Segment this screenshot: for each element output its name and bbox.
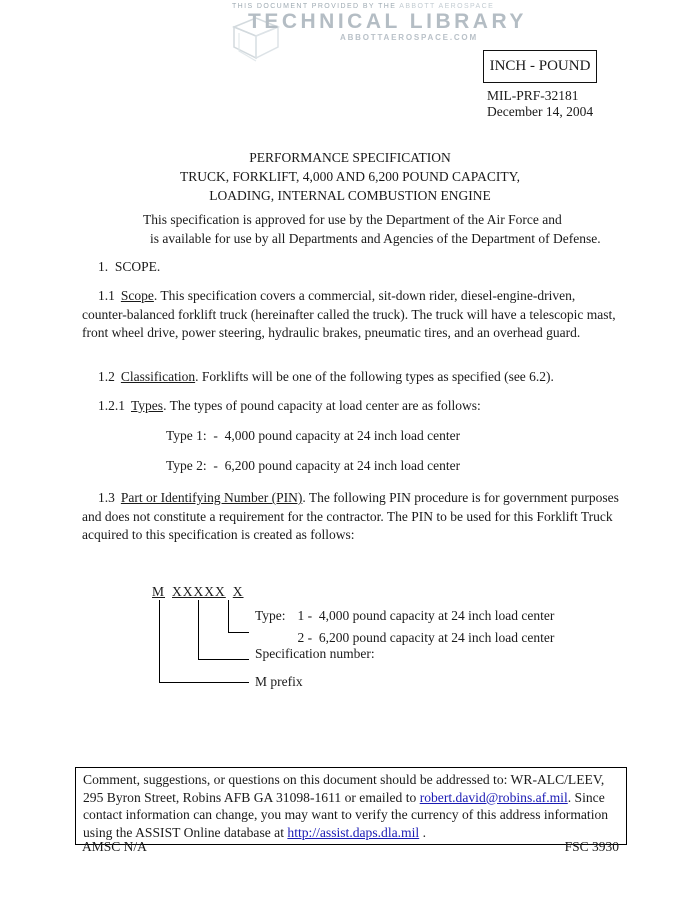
title-line-1: PERFORMANCE SPECIFICATION xyxy=(249,150,451,165)
watermark-provider: ABBOTT AEROSPACE xyxy=(399,3,495,10)
watermark-site-url: ABBOTTAEROSPACE.COM xyxy=(340,33,478,42)
title-line-2: TRUCK, FORKLIFT, 4,000 AND 6,200 POUND CAPACITY, xyxy=(180,169,520,184)
pin-type-option-1: 1 - 4,000 pound capacity at 24 inch load center xyxy=(297,608,555,623)
pin-type-label: Type: xyxy=(255,608,286,623)
approval-line-2: is available for use by all Departments and Agencies of the Department of Defense. xyxy=(150,230,601,246)
paragraph-1-3-number: 1.3 xyxy=(98,490,115,505)
paragraph-1-1-number: 1.1 xyxy=(98,288,115,303)
pin-type-legend xyxy=(255,605,554,648)
fsc-code: FSC 3930 xyxy=(564,839,619,854)
document-number: MIL-PRF-32181 xyxy=(487,88,579,103)
comment-text-3: . xyxy=(419,824,426,840)
email-link[interactable]: robert.david@robins.af.mil xyxy=(419,789,568,805)
pin-diagram xyxy=(82,584,612,704)
measurement-system-box: INCH - POUND xyxy=(483,50,597,83)
paragraph-1-2-1-body: . The types of pound capacity at load center are as follows: xyxy=(163,398,481,413)
pin-code xyxy=(152,584,251,600)
paragraph-1-2-body: . Forklifts will be one of the following types as specified (see 6.2). xyxy=(195,369,554,384)
paragraph-1-2-1-title: Types xyxy=(131,398,164,413)
pin-prefix-code: M xyxy=(152,584,166,599)
paragraph-1-3-title: Part or Identifying Number (PIN) xyxy=(120,490,303,505)
paragraph-1-1-title: Scope xyxy=(120,288,154,303)
pin-type-code: X xyxy=(232,584,244,599)
paragraph-1-2-title: Classification xyxy=(120,369,196,384)
paragraph-1-1-body: . This specification covers a commercial, sit-down rider, diesel-engine-driven, counter-balanced forklift truck (hereinafter called the truck). The truck will have a telescopic mast, front wheel drive, power steering, hydraulic brakes, pneumatic tires, and an overhead guard. xyxy=(82,288,616,340)
pin-type-option-2: 2 - 6,200 pound capacity at 24 inch load center xyxy=(297,629,555,645)
document-date: December 14, 2004 xyxy=(487,104,594,119)
watermark-title: TECHNICAL LIBRARY xyxy=(248,10,527,33)
comment-text-1: Comment, suggestions, or questions on this document should be addressed to: WR-ALC/LEEV, 295 Byron Street, Robins AFB GA 31098-1611 or emailed to xyxy=(83,772,605,805)
comment-box xyxy=(75,767,627,845)
watermark-tagline xyxy=(232,3,532,10)
paragraph-1-2-number: 1.2 xyxy=(98,369,115,384)
footer-row xyxy=(82,839,619,855)
pin-spec-code: XXXXX xyxy=(172,584,226,599)
pin-spec-label: Specification number: xyxy=(255,646,375,661)
paragraph-1-2 xyxy=(82,368,620,387)
section-1-heading: 1. SCOPE. xyxy=(98,259,161,274)
paragraph-1-3-body: . The following PIN procedure is for government purposes and does not constitute a requirement for the contractor. The PIN to be used for this Forklift Truck acquired to this specification is created as follows: xyxy=(82,490,619,542)
approval-statement xyxy=(143,211,601,248)
paragraph-1-2-1-number: 1.2.1 xyxy=(98,398,125,413)
amsc-code: AMSC N/A xyxy=(82,839,147,854)
paragraph-1-3 xyxy=(82,489,620,545)
type-1-line: Type 1: - 4,000 pound capacity at 24 inch load center xyxy=(166,428,461,443)
assist-url-link[interactable]: http://assist.daps.dla.mil xyxy=(287,824,420,840)
paragraph-1-2-1 xyxy=(82,397,620,416)
comment-text-2: . Since contact information can change, you may want to verify the currency of this address information using the ASSIST Online database at xyxy=(83,789,609,840)
pin-prefix-connector-line xyxy=(159,600,249,683)
approval-line-1: This specification is approved for use by the Department of the Air Force and xyxy=(143,212,562,227)
pin-prefix-label: M prefix xyxy=(255,674,303,689)
type-2-line: Type 2: - 6,200 pound capacity at 24 inch load center xyxy=(166,458,461,473)
paragraph-1-1 xyxy=(82,287,620,343)
title-block xyxy=(0,148,700,205)
watermark-provided-by: THIS DOCUMENT PROVIDED BY THE xyxy=(232,3,397,10)
title-line-3: LOADING, INTERNAL COMBUSTION ENGINE xyxy=(209,188,491,203)
